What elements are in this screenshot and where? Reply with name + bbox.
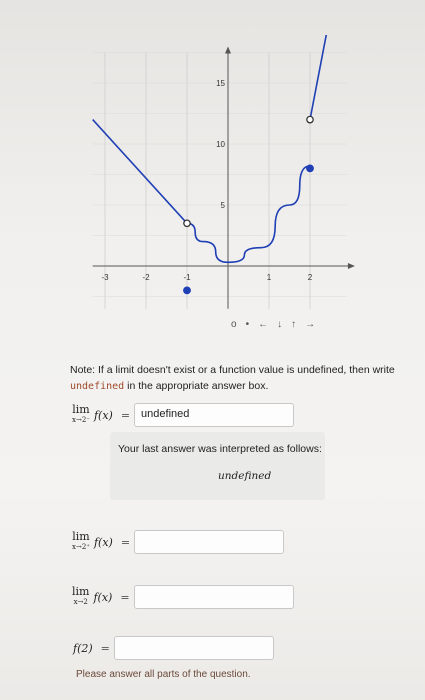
closed-point xyxy=(307,165,314,172)
graph-tick-labels xyxy=(101,79,312,282)
graph-tool-bar xyxy=(231,317,351,331)
closed-point xyxy=(184,287,191,294)
limit-right-row: lim x→2⁺ f(x) = xyxy=(72,530,284,554)
open-point xyxy=(184,220,190,226)
limit-two-sided-row: lim x→2 f(x) = xyxy=(72,585,294,609)
down-arrow-tool[interactable]: ↓ xyxy=(277,318,283,330)
y-tick-label: 15 xyxy=(216,79,225,88)
interpretation-panel xyxy=(110,432,325,500)
curve-segment xyxy=(187,166,310,262)
note-text: Note: If a limit doesn't exist or a function value is undefined, then write undefined in the appropriate answer box. xyxy=(70,364,395,392)
function-value-row: f(2) = xyxy=(73,636,274,660)
y-axis-arrow xyxy=(225,47,231,54)
x-tick-label: -1 xyxy=(183,273,191,282)
x-axis-arrow xyxy=(348,263,355,269)
open-point xyxy=(307,116,313,122)
right-arrow-tool[interactable]: → xyxy=(305,318,316,330)
x-tick-label: 1 xyxy=(266,273,272,282)
open-point-tool[interactable]: o xyxy=(231,318,237,330)
cut-off-header-text xyxy=(60,0,230,6)
limit-left-answer-box[interactable]: undefined xyxy=(134,403,294,427)
limit-two-sided-answer-box[interactable] xyxy=(134,585,294,609)
undefined-keyword: undefined xyxy=(70,381,125,392)
closed-point-tool[interactable]: • xyxy=(245,318,250,330)
x-tick-label: 2 xyxy=(307,273,313,282)
up-arrow-tool[interactable]: ↑ xyxy=(291,318,297,330)
interpretation-value: undefined xyxy=(218,470,272,482)
limit-left-row: lim x→2⁻ f(x) = undefined xyxy=(72,403,294,427)
graph-curves xyxy=(93,35,327,262)
x-tick-label: -2 xyxy=(142,273,150,282)
left-arrow-tool[interactable]: ← xyxy=(258,318,269,330)
curve-segment xyxy=(310,35,326,120)
interpretation-title: Your last answer was interpreted as follows: xyxy=(118,443,322,455)
graph-grid xyxy=(93,53,347,309)
please-answer-message: Please answer all parts of the question. xyxy=(76,669,251,680)
curve-segment xyxy=(93,120,187,224)
x-tick-label: -3 xyxy=(101,273,109,282)
function-graph[interactable] xyxy=(55,35,355,315)
y-tick-label: 10 xyxy=(216,140,225,149)
limit-right-answer-box[interactable] xyxy=(134,530,284,554)
y-tick-label: 5 xyxy=(220,201,225,210)
function-value-answer-box[interactable] xyxy=(114,636,274,660)
function-value-label: f(2) xyxy=(73,641,93,655)
